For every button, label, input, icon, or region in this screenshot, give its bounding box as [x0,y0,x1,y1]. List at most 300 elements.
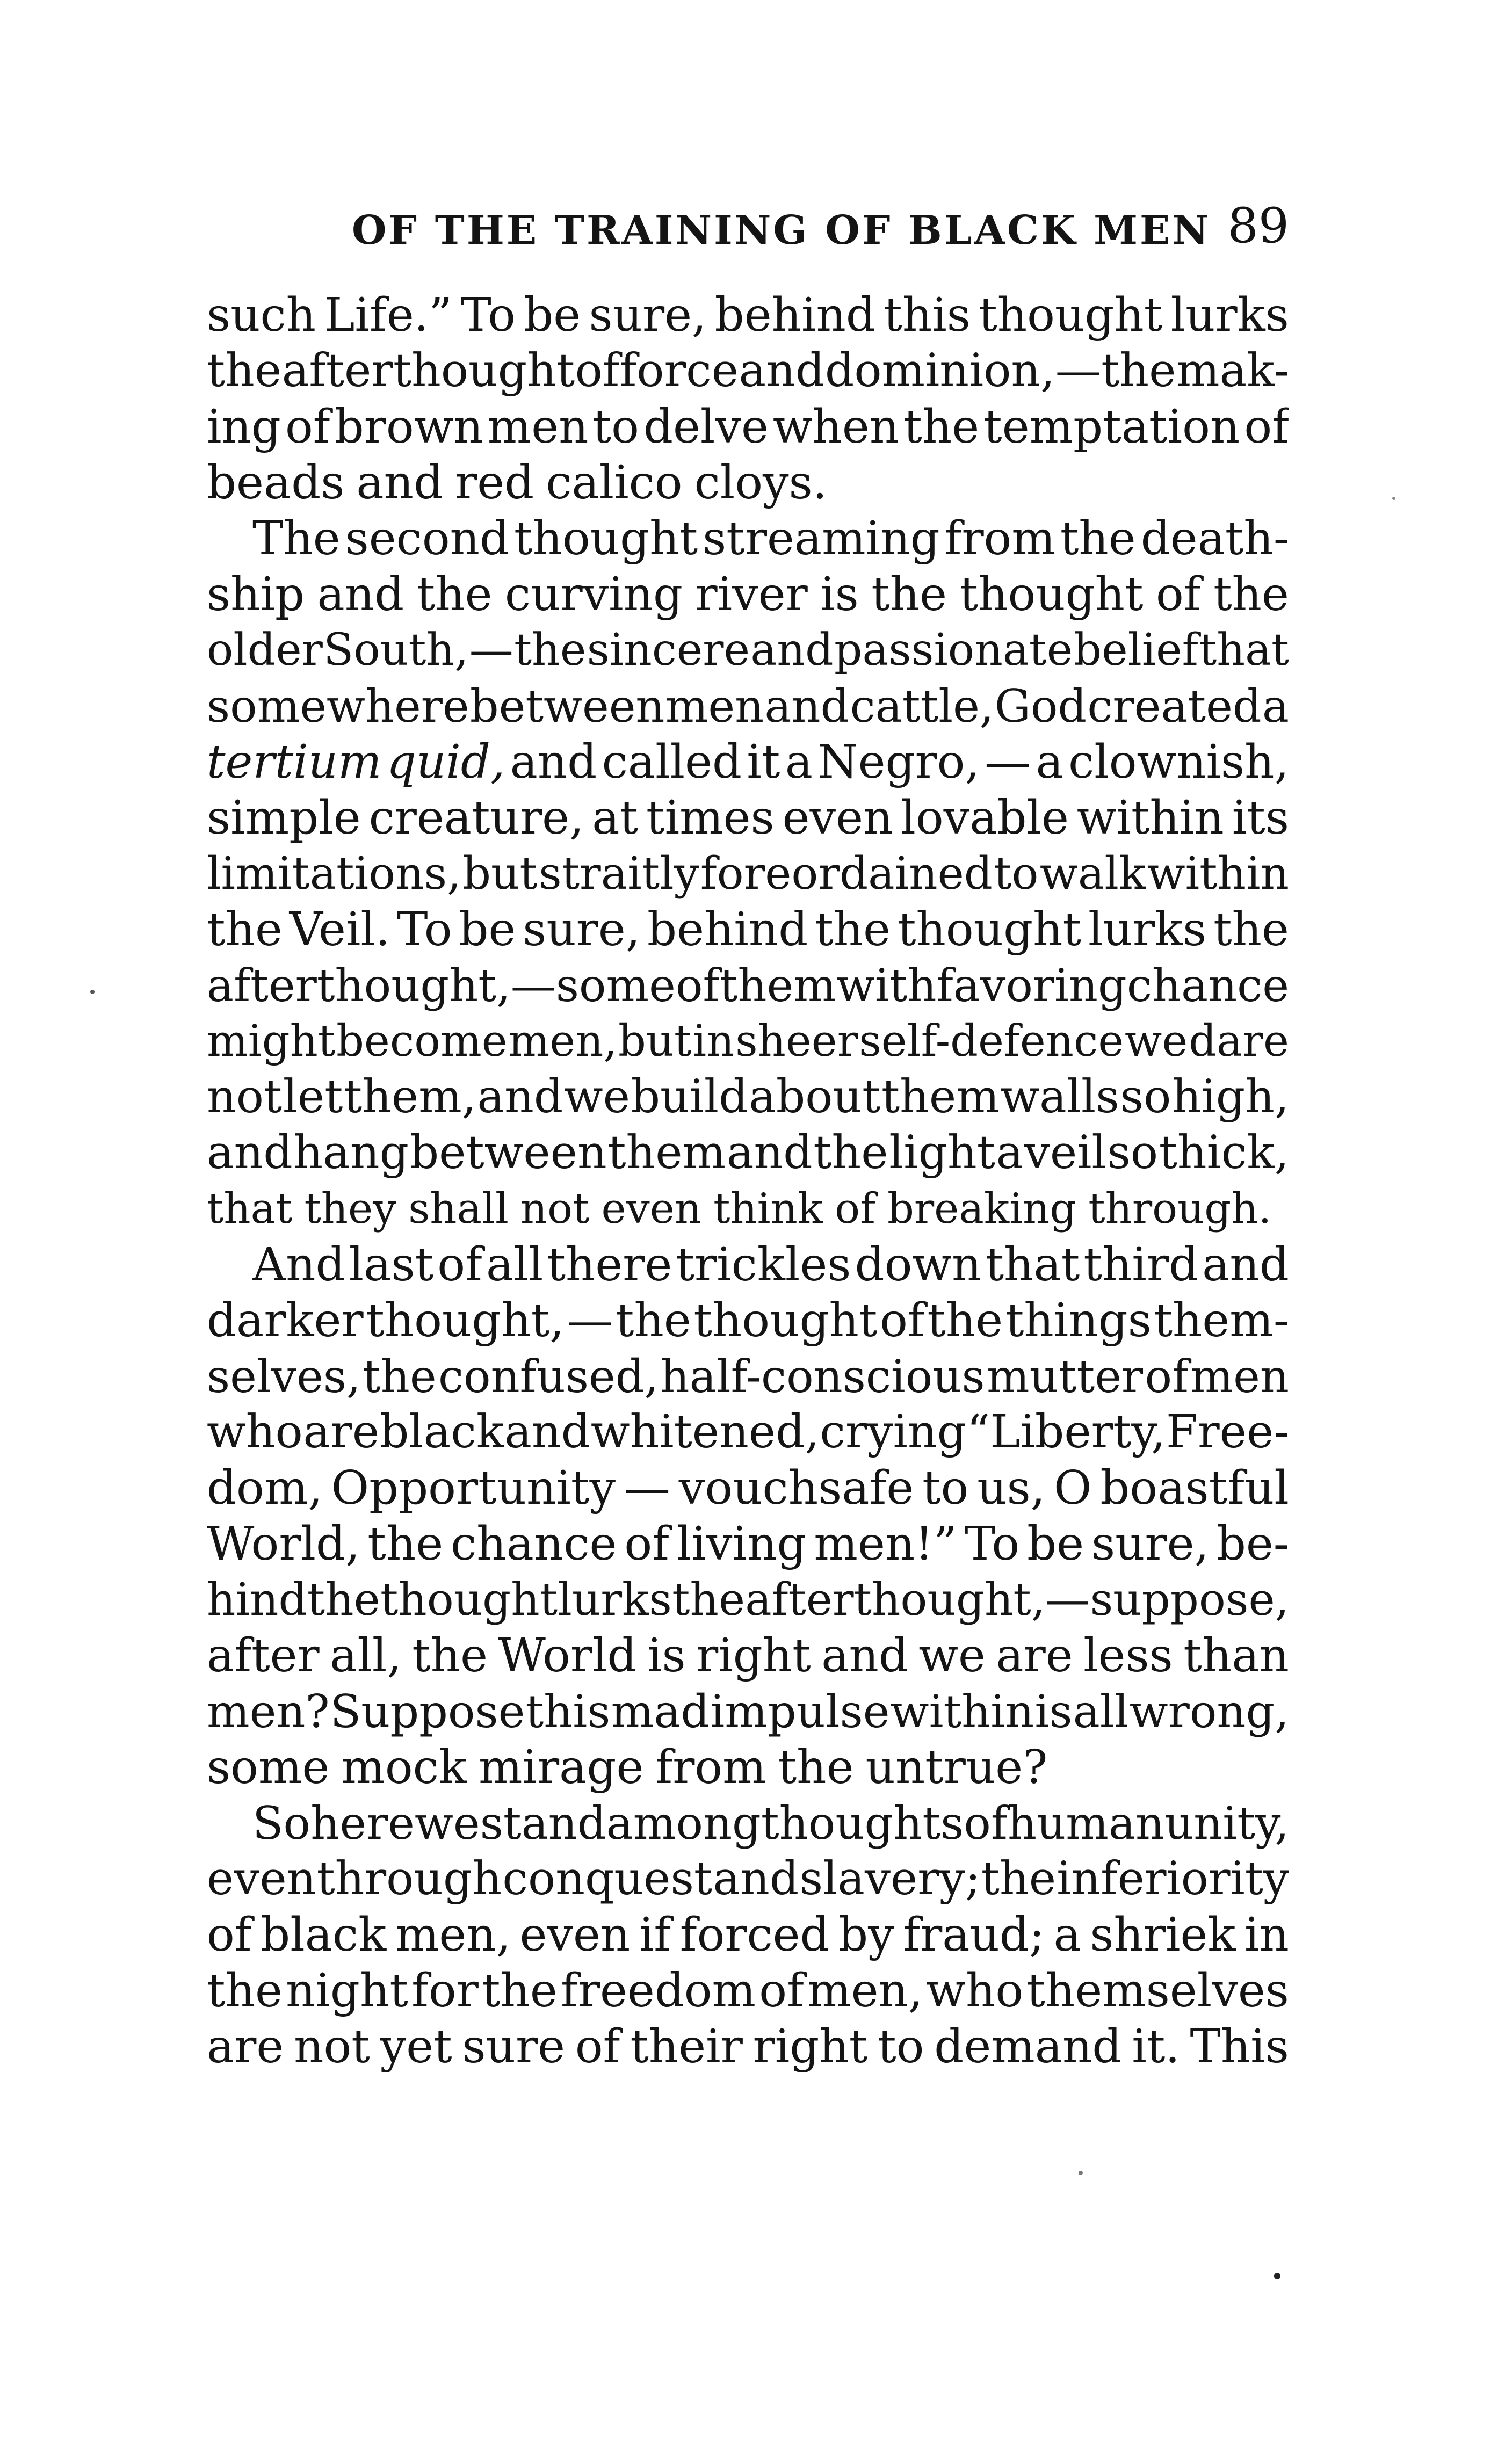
text-line [207,1181,1289,1237]
word: lovable [901,791,1069,845]
word: thought [380,1574,558,1626]
word: yet [380,2020,452,2074]
word: build [631,1070,748,1124]
word: the [672,1574,746,1626]
word: some [555,959,676,1012]
word: older [207,625,323,676]
speck [1079,2171,1083,2175]
text-line [207,1684,1289,1740]
word: Free- [1166,1405,1289,1459]
word: men [1190,1350,1289,1403]
word: when [772,400,900,454]
word: for [411,1964,479,2018]
word: — [469,625,513,676]
word: Veil. [289,903,390,956]
word: let [283,1070,343,1124]
word: from [944,512,1055,566]
word: its [1232,791,1289,845]
word: To [460,288,516,342]
word: ing [207,400,281,454]
word: their [630,2020,743,2074]
word: red [455,456,534,510]
word: not [520,1185,590,1233]
word: favoring [936,959,1127,1012]
word: half-conscious [660,1350,985,1403]
text-line [207,1851,1289,1907]
word: so [1107,1126,1159,1179]
word: among [606,1797,761,1850]
word: unity, [1164,1797,1289,1850]
word: are [207,2020,284,2074]
word: less [1083,1629,1173,1683]
word: men!” [814,1517,957,1571]
word: by [838,1908,894,1962]
word: thought [959,568,1144,621]
word: the [514,625,587,676]
word: to [592,400,639,454]
word: them [607,1126,726,1179]
word: Negro, [817,735,980,789]
word: creature, [368,791,584,845]
word: mad [611,1685,710,1738]
word: and [207,1126,293,1179]
word: — [510,959,556,1012]
word: dominion, [824,344,1055,397]
word: second [345,512,510,566]
word: to [994,847,1039,900]
word: World, [207,1517,360,1571]
word: the [903,400,980,454]
text-line [207,287,1289,343]
word: breaking [887,1185,1077,1233]
word: quid, [386,735,505,789]
word: right [752,2020,868,2074]
word: things [1005,1294,1152,1347]
text-line [207,622,1289,678]
word: and [764,680,850,733]
word: created [1087,680,1262,733]
word: dare [1189,1016,1289,1067]
word: of [1156,568,1201,621]
word: light [889,1126,995,1179]
word: to [878,2020,924,2074]
word: men [665,680,764,733]
word: mutter [986,1350,1144,1403]
word: to [922,1461,969,1515]
word: of [759,1964,804,2018]
word: the [927,1294,1003,1347]
word: and [713,1852,799,1905]
word: thought, [366,1294,565,1347]
word: thought [693,1294,878,1347]
word: self-defence [859,1016,1124,1067]
word: walls [1000,1070,1119,1124]
word: forced [679,1908,830,1962]
word: suppose, [1090,1574,1289,1626]
word: hang [293,1126,409,1179]
word: and [317,568,404,621]
word: it [747,735,780,789]
word: South, [323,625,469,676]
word: all [1073,1685,1129,1738]
word: them- [1154,1294,1289,1347]
word: sure, [523,903,641,956]
word: — [985,735,1031,789]
word: the [307,1574,380,1626]
word: And [252,1238,345,1292]
word: sure, [1091,1517,1209,1571]
text-line [207,734,1289,790]
word: of [285,400,330,454]
word: curving [504,568,683,621]
word: of [575,344,620,397]
word: passionate [834,625,1073,676]
word: sincere [587,625,750,676]
word: foreordained [700,847,993,900]
word: the [615,1294,691,1347]
word: force [619,344,739,397]
word: even [782,791,893,845]
text-line [207,1628,1289,1684]
word: be [524,288,581,342]
word: this [884,288,971,342]
word: ship [207,568,305,621]
word: and [750,625,834,676]
word: be- [1216,1517,1289,1571]
word: whitened, [590,1405,820,1459]
word: such [207,288,316,342]
text-line [207,343,1289,399]
word: men, [807,1964,923,2018]
word: we [415,1797,480,1850]
word: not [207,1070,283,1124]
word: is [820,568,859,621]
word: night [286,1964,408,2018]
text-line [207,1740,1289,1795]
text-line [207,1069,1289,1125]
word: them [881,1070,1000,1124]
text-line [207,1963,1289,2019]
word: the [207,903,283,956]
word: confused, [438,1350,659,1403]
body-text [207,287,1289,2075]
word: To [964,1517,1020,1571]
word: about [749,1070,881,1124]
word: who [926,1964,1024,2018]
word: a [1262,680,1289,733]
word: the [813,1126,888,1179]
word: tertium [207,735,382,789]
word: a [1053,1908,1081,1962]
word: To [397,903,452,956]
word: afterthought [281,344,575,397]
word: not [294,2020,370,2074]
text-line [207,678,1289,734]
word: black [380,1405,504,1459]
word: and [510,735,597,789]
word: men [487,400,589,454]
paragraph-3 [207,1237,1289,1795]
word: them [719,959,836,1012]
word: that [1199,625,1289,676]
word: stand [480,1797,606,1850]
word: of [575,2020,620,2074]
word: in [1244,1908,1289,1962]
paragraph-2 [207,511,1289,1237]
text-line [207,1125,1289,1181]
text-line [207,1572,1289,1628]
word: the [207,344,282,397]
text-line [207,846,1289,902]
text-line [207,1907,1289,1963]
word: the [778,1741,854,1794]
word: untrue? [865,1741,1048,1794]
word: trickles [676,1238,851,1292]
word: men, [508,1016,618,1067]
paragraph-4 [207,1795,1289,2075]
word: afterthought, [207,959,511,1012]
page-number: 89 [1227,198,1289,254]
text-line [207,1460,1289,1516]
word: and [821,1629,908,1683]
word: we [563,1070,630,1124]
word: they [304,1185,397,1233]
word: all [486,1238,544,1292]
text-line [207,1795,1289,1851]
word: and [739,344,825,397]
word: limitations, [207,847,461,900]
word: us, [977,1461,1046,1515]
word: the [1101,344,1176,397]
word: Life.” [324,288,453,342]
word: thoughts [761,1797,964,1850]
word: it. [1132,2020,1180,2074]
word: So [252,1797,311,1850]
word: between [469,680,665,733]
word: even [519,1908,631,1962]
word: are [996,1629,1073,1683]
word: times [646,791,775,845]
word: might [207,1016,336,1067]
word: high, [1171,1070,1289,1124]
word: chance [1126,959,1289,1012]
word: is [647,1629,686,1683]
word: mak- [1176,344,1289,397]
word: human [1008,1797,1165,1850]
word: shall [408,1185,509,1233]
word: after [207,1629,320,1683]
word: — [1045,1574,1090,1626]
word: thought [514,512,698,566]
word: here [310,1797,415,1850]
word: cloys. [694,456,828,510]
word: the [871,568,947,621]
text-line [207,902,1289,958]
word: within [1076,791,1224,845]
word: there [547,1238,672,1292]
word: brown [334,400,483,454]
word: somewhere [207,680,469,733]
word: delve [643,400,769,454]
word: be [459,903,516,956]
word: mirage [478,1741,644,1794]
word: we [918,1629,986,1683]
word: veil [1024,1126,1106,1179]
word: down [855,1238,982,1292]
word: men? [207,1685,330,1738]
word: simple [207,791,361,845]
word: but [618,1016,692,1067]
word: God [994,680,1087,733]
word: from [655,1741,766,1794]
word: slavery; [799,1852,981,1905]
word: if [639,1908,671,1962]
word: think [713,1185,823,1233]
word: World [498,1629,637,1683]
text-line [207,958,1289,1013]
word: This [1190,2020,1289,2074]
word: the [481,1964,558,2018]
word: walk [1039,847,1146,900]
word: of [437,1238,482,1292]
word: the [412,1629,488,1683]
word: in [692,1016,735,1067]
word: of [1145,1350,1189,1403]
word: at [592,791,639,845]
word: and [477,1070,563,1124]
word: The [252,512,341,566]
word: black [261,1908,387,1962]
word: of [624,1517,669,1571]
word: we [1125,1016,1188,1067]
word: lurks [558,1574,672,1626]
text-line [207,399,1289,455]
text-line [207,2019,1289,2075]
word: and [356,456,444,510]
word: are [303,1405,380,1459]
word: of [675,959,720,1012]
word: Suppose [330,1685,525,1738]
word: of [964,1797,1008,1850]
word: themselves [1026,1964,1289,2018]
word: cattle, [850,680,994,733]
word: even [601,1185,702,1233]
text-line [207,455,1289,511]
word: is [1034,1685,1073,1738]
word: some [207,1741,330,1794]
text-line [207,1293,1289,1349]
word: chance [451,1517,617,1571]
word: a [1036,735,1063,789]
word: the [815,903,891,956]
word: — [624,1461,670,1515]
word: vouchsafe [678,1461,914,1515]
word: so [1120,1070,1171,1124]
word: wrong, [1129,1685,1289,1738]
word: become [336,1016,508,1067]
text-line [207,1404,1289,1460]
word: and [1202,1238,1289,1292]
word: that [207,1185,293,1233]
word: through [316,1852,502,1905]
word: darker [207,1294,364,1347]
text-line [207,1237,1289,1293]
word: through. [1088,1185,1272,1233]
text-line [207,567,1289,622]
word: third [1083,1238,1199,1292]
paragraph-1 [207,287,1289,511]
word: with [836,959,937,1012]
speck [1392,497,1395,500]
word: conquest [502,1852,713,1905]
word: freedom [561,1964,756,2018]
word: of [1244,400,1289,454]
word: be [1027,1517,1084,1571]
word: lurks [1170,288,1289,342]
word: men, [395,1908,511,1962]
word: hind [207,1574,307,1626]
word: this [525,1685,611,1738]
word: Opportunity [331,1461,616,1515]
word: beads [207,456,345,510]
word: of [835,1185,875,1233]
word: fraud; [903,1908,1045,1962]
word: living [676,1517,807,1571]
word: sure, [589,288,707,342]
word: the [981,1852,1057,1905]
word: calico [546,456,683,510]
word: crying [820,1405,966,1459]
word: belief [1073,625,1198,676]
word: and [726,1126,813,1179]
word: the [363,1350,437,1403]
word: the [416,568,493,621]
speck [1274,2273,1280,2279]
word: sure [462,2020,566,2074]
word: thick, [1159,1126,1289,1179]
text-line [207,1516,1289,1572]
word: sheer [735,1016,858,1067]
word: last [349,1238,434,1292]
word: even [207,1852,316,1905]
word: boastful [1100,1461,1289,1515]
word: within [1147,847,1289,900]
word: who [207,1405,303,1459]
word: demand [934,2020,1122,2074]
word: dom, [207,1461,323,1515]
word: the [207,1964,283,2018]
word: streaming [703,512,940,566]
word: called [602,735,742,789]
word: — [1055,344,1101,397]
word: the [1213,903,1289,956]
word: and [504,1405,591,1459]
word: but [462,847,538,900]
word: behind [647,903,808,956]
text-line [207,511,1289,567]
speck [90,990,95,994]
word: than [1183,1629,1289,1683]
word: behind [714,288,875,342]
word: them, [343,1070,476,1124]
word: a [785,735,813,789]
word: afterthought, [745,1574,1046,1626]
word: river [695,568,808,621]
text-line [207,790,1289,846]
page-header [207,198,1289,262]
word: the [367,1517,444,1571]
word: impulse [710,1685,890,1738]
